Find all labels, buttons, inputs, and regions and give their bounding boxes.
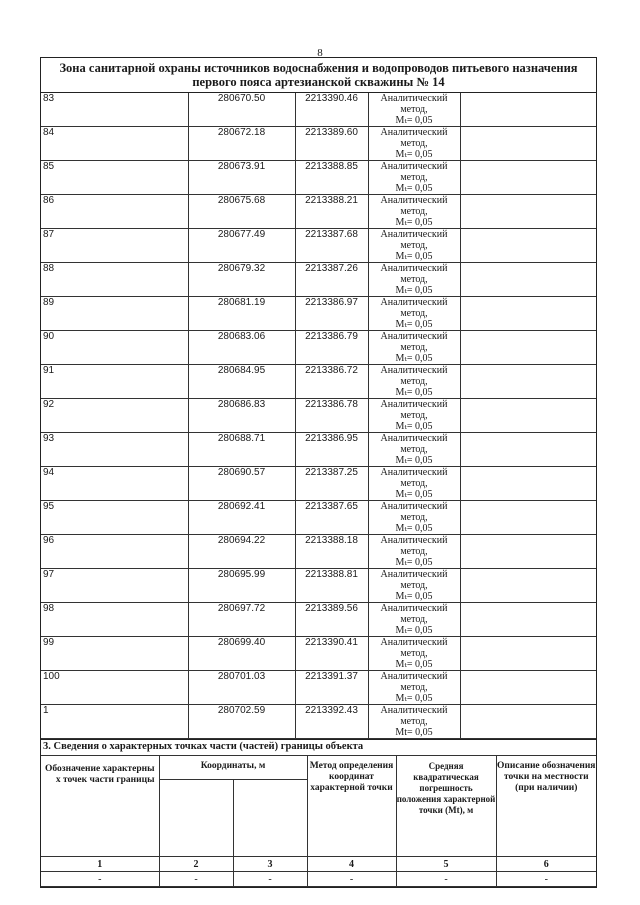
header-coords: Координаты, м: [159, 756, 307, 780]
coord-y: 2213388.85: [295, 161, 368, 195]
point-row: [41, 263, 596, 297]
column-index: 6: [496, 857, 596, 872]
empty-cell: [460, 263, 596, 297]
method-cell: [368, 127, 460, 161]
empty-cell: [460, 161, 596, 195]
method-text: Аналитический метод,: [380, 161, 448, 183]
method-text: Аналитический метод,: [380, 501, 448, 523]
column-index: 4: [307, 857, 396, 872]
point-row: [41, 569, 596, 603]
document-title: Зона санитарной охраны источников водоснабжения и водопроводов питьевого назначения первого пояса артезианской скважины № 14: [41, 58, 596, 93]
method-text: Аналитический метод,: [380, 535, 448, 557]
coord-x: 280675.68: [188, 195, 295, 229]
method-text: Аналитический метод,: [380, 93, 448, 115]
coord-y: 2213387.26: [295, 263, 368, 297]
coord-x: 280702.59: [188, 705, 295, 739]
coord-y: 2213387.65: [295, 501, 368, 535]
coord-y: 2213388.81: [295, 569, 368, 603]
empty-cell: [460, 501, 596, 535]
point-number: 100: [41, 671, 188, 705]
coord-y: 2213386.79: [295, 331, 368, 365]
coord-y: 2213386.72: [295, 365, 368, 399]
header-description: Описание обозначения точки на местности (при наличии): [496, 756, 596, 857]
coord-y: 2213388.18: [295, 535, 368, 569]
header-method: Метод определения координат характерной точки: [307, 756, 396, 857]
point-number: 94: [41, 467, 188, 501]
empty-cell: [460, 297, 596, 331]
points-table: [41, 93, 596, 739]
method-cell: [368, 399, 460, 433]
accuracy-text: Мₜ= 0,05: [395, 319, 433, 330]
point-row: [41, 399, 596, 433]
method-cell: [368, 501, 460, 535]
point-row: [41, 365, 596, 399]
empty-value: -: [159, 872, 233, 887]
method-text: Аналитический метод,: [380, 263, 448, 285]
empty-value: -: [307, 872, 396, 887]
point-row: [41, 467, 596, 501]
column-index: 5: [396, 857, 496, 872]
coord-x: 280683.06: [188, 331, 295, 365]
coord-x: 280694.22: [188, 535, 295, 569]
empty-cell: [460, 467, 596, 501]
accuracy-text: Мₜ= 0,05: [395, 115, 433, 126]
coord-x: 280697.72: [188, 603, 295, 637]
coord-x: 280695.99: [188, 569, 295, 603]
point-number: 95: [41, 501, 188, 535]
empty-cell: [460, 637, 596, 671]
accuracy-text: Мₜ= 0,05: [395, 693, 433, 704]
empty-cell: [460, 127, 596, 161]
coord-x: 280677.49: [188, 229, 295, 263]
empty-cell: [460, 671, 596, 705]
method-text: Аналитический метод,: [380, 467, 448, 489]
coord-y: 2213390.41: [295, 637, 368, 671]
method-text: Аналитический метод,: [380, 195, 448, 217]
point-number: 99: [41, 637, 188, 671]
coord-y: 2213389.56: [295, 603, 368, 637]
point-number: 96: [41, 535, 188, 569]
point-row: [41, 535, 596, 569]
coord-y: 2213390.46: [295, 93, 368, 127]
empty-cell: [460, 229, 596, 263]
method-text: Аналитический метод,: [380, 603, 448, 625]
point-number: 93: [41, 433, 188, 467]
column-index: 1: [41, 857, 159, 872]
point-row: [41, 671, 596, 705]
coord-x: 280684.95: [188, 365, 295, 399]
point-number: 87: [41, 229, 188, 263]
coord-x: 280679.32: [188, 263, 295, 297]
empty-cell: [460, 535, 596, 569]
accuracy-text: Мₜ= 0,05: [395, 251, 433, 262]
point-number: 84: [41, 127, 188, 161]
accuracy-text: Мₜ= 0,05: [395, 625, 433, 636]
method-cell: [368, 603, 460, 637]
method-cell: [368, 365, 460, 399]
header-coord-y: [233, 779, 307, 856]
column-index: 3: [233, 857, 307, 872]
point-row: [41, 93, 596, 127]
method-cell: [368, 93, 460, 127]
point-row: [41, 705, 596, 739]
coord-x: 280688.71: [188, 433, 295, 467]
accuracy-text: Мₜ= 0,05: [395, 523, 433, 534]
method-text: Аналитический метод,: [380, 705, 448, 727]
column-index-row: [41, 857, 596, 872]
method-text: Аналитический метод,: [380, 297, 448, 319]
header-coord-x: [159, 779, 233, 856]
column-index: 2: [159, 857, 233, 872]
method-text: Аналитический метод,: [380, 399, 448, 421]
coord-y: 2213386.78: [295, 399, 368, 433]
method-cell: [368, 263, 460, 297]
point-number: 98: [41, 603, 188, 637]
coord-y: 2213391.37: [295, 671, 368, 705]
document-frame: [40, 57, 597, 888]
empty-value: -: [41, 872, 159, 887]
method-text: Аналитический метод,: [380, 637, 448, 659]
point-row: [41, 331, 596, 365]
method-cell: [368, 535, 460, 569]
point-row: [41, 161, 596, 195]
empty-cell: [460, 603, 596, 637]
accuracy-text: Мₜ= 0,05: [395, 387, 433, 398]
method-cell: [368, 195, 460, 229]
coord-y: 2213387.25: [295, 467, 368, 501]
page-number: 8: [317, 47, 323, 59]
point-number: 83: [41, 93, 188, 127]
empty-value: -: [396, 872, 496, 887]
empty-value: -: [496, 872, 596, 887]
method-cell: [368, 467, 460, 501]
point-row: [41, 297, 596, 331]
point-row: [41, 127, 596, 161]
accuracy-text: Мₜ= 0,05: [395, 659, 433, 670]
coord-y: 2213386.97: [295, 297, 368, 331]
method-text: Аналитический метод,: [380, 127, 448, 149]
point-number: 91: [41, 365, 188, 399]
method-text: Аналитический метод,: [380, 331, 448, 353]
accuracy-text: Мₜ= 0,05: [395, 591, 433, 602]
characteristic-points-table: [41, 755, 596, 887]
point-number: 85: [41, 161, 188, 195]
point-row: [41, 501, 596, 535]
empty-cell: [460, 331, 596, 365]
section3-title: 3. Сведения о характерных точках части (частей) границы объекта: [41, 739, 596, 755]
coord-y: 2213388.21: [295, 195, 368, 229]
method-cell: [368, 433, 460, 467]
header-designation: Обозначение характерны х точек части границы: [41, 756, 159, 857]
point-row: [41, 195, 596, 229]
coord-x: 280690.57: [188, 467, 295, 501]
accuracy-text: Мt= 0,05: [395, 727, 433, 738]
method-text: Аналитический метод,: [380, 433, 448, 455]
coord-x: 280672.18: [188, 127, 295, 161]
coord-y: 2213392.43: [295, 705, 368, 739]
accuracy-text: Мₜ= 0,05: [395, 455, 433, 466]
accuracy-text: Мₜ= 0,05: [395, 353, 433, 364]
empty-value-row: [41, 872, 596, 887]
empty-cell: [460, 93, 596, 127]
header-error: Средняя квадратическая погрешность положения характерной точки (Mt), м: [396, 756, 496, 857]
empty-cell: [460, 195, 596, 229]
accuracy-text: Мₜ= 0,05: [395, 421, 433, 432]
point-row: [41, 433, 596, 467]
accuracy-text: Мₜ= 0,05: [395, 183, 433, 194]
accuracy-text: Мₜ= 0,05: [395, 285, 433, 296]
coord-x: 280686.83: [188, 399, 295, 433]
coord-x: 280670.50: [188, 93, 295, 127]
empty-cell: [460, 433, 596, 467]
point-number: 89: [41, 297, 188, 331]
point-row: [41, 603, 596, 637]
accuracy-text: Мₜ= 0,05: [395, 149, 433, 160]
points-table-body: [41, 93, 596, 739]
coord-x: 280673.91: [188, 161, 295, 195]
method-cell: [368, 331, 460, 365]
point-number: 90: [41, 331, 188, 365]
method-cell: [368, 705, 460, 739]
empty-cell: [460, 705, 596, 739]
empty-cell: [460, 569, 596, 603]
method-cell: [368, 297, 460, 331]
point-row: [41, 637, 596, 671]
method-cell: [368, 671, 460, 705]
method-text: Аналитический метод,: [380, 569, 448, 591]
accuracy-text: Мₜ= 0,05: [395, 489, 433, 500]
empty-cell: [460, 365, 596, 399]
coord-x: 280699.40: [188, 637, 295, 671]
point-number: 97: [41, 569, 188, 603]
point-number: 92: [41, 399, 188, 433]
coord-y: 2213387.68: [295, 229, 368, 263]
coord-x: 280701.03: [188, 671, 295, 705]
method-text: Аналитический метод,: [380, 671, 448, 693]
point-number: 88: [41, 263, 188, 297]
method-cell: [368, 569, 460, 603]
method-cell: [368, 161, 460, 195]
point-number: 1: [41, 705, 188, 739]
point-number: 86: [41, 195, 188, 229]
coord-x: 280681.19: [188, 297, 295, 331]
method-text: Аналитический метод,: [380, 365, 448, 387]
coord-x: 280692.41: [188, 501, 295, 535]
point-row: [41, 229, 596, 263]
accuracy-text: Мₜ= 0,05: [395, 557, 433, 568]
accuracy-text: Мₜ= 0,05: [395, 217, 433, 228]
coord-y: 2213389.60: [295, 127, 368, 161]
coord-y: 2213386.95: [295, 433, 368, 467]
method-cell: [368, 229, 460, 263]
method-cell: [368, 637, 460, 671]
method-text: Аналитический метод,: [380, 229, 448, 251]
empty-value: -: [233, 872, 307, 887]
empty-cell: [460, 399, 596, 433]
